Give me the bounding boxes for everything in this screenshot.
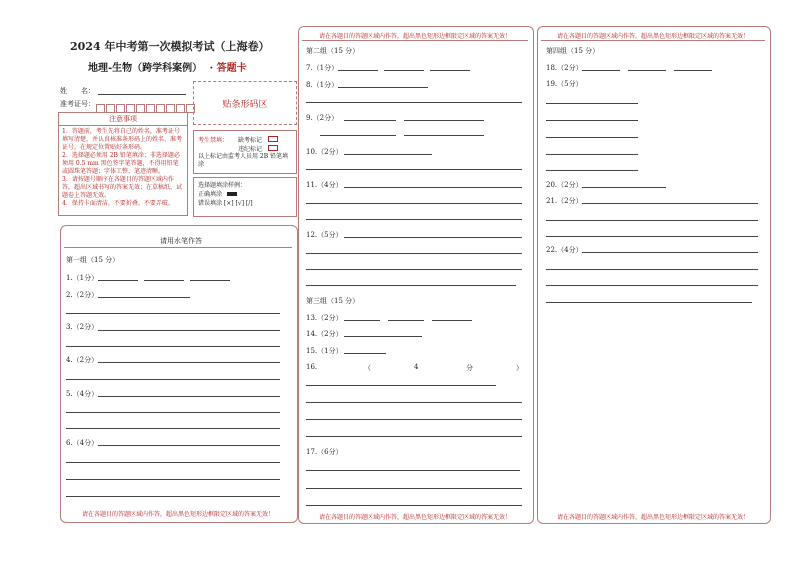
question-label: 15.（1分） — [306, 347, 343, 355]
status-label: 考生禁填： — [198, 137, 229, 144]
answer-line[interactable] — [306, 385, 496, 386]
answer-line[interactable] — [546, 170, 638, 171]
question-label: 17.（6分） — [306, 448, 343, 456]
answer-line[interactable] — [582, 203, 758, 204]
answer-line[interactable] — [546, 220, 758, 221]
id-row — [60, 99, 95, 109]
question-label: 10.（2分） — [306, 148, 343, 156]
barcode-area — [193, 81, 297, 125]
question-label: 12.（5分） — [306, 231, 343, 239]
boundary-warning: 请在各题目的答题区域内作答，超出黑色矩形边框限定区域的答案无效！ — [318, 514, 511, 521]
answer-line[interactable] — [66, 379, 280, 380]
group-title: 第三组（15 分） — [306, 297, 360, 305]
answer-line[interactable] — [306, 203, 522, 204]
answer-line[interactable] — [582, 187, 666, 188]
boundary-warning: 请在各题目的答题区域内作答，超出黑色矩形边框限定区域的答案无效！ — [556, 514, 749, 521]
answer-line[interactable] — [66, 428, 280, 429]
subject-title: 地理-生物（跨学科案例） · 答题卡 — [88, 63, 247, 74]
answer-line[interactable] — [306, 219, 522, 220]
name-label: 姓 名： — [60, 87, 95, 95]
answer-line[interactable] — [306, 253, 522, 254]
answer-line[interactable] — [306, 102, 522, 103]
question-label: 20.（2分） — [546, 181, 583, 189]
answer-line[interactable] — [344, 187, 522, 188]
question-label: 11.（4分） — [306, 181, 343, 189]
answer-line[interactable] — [66, 346, 280, 347]
question-label: 21.（2分） — [546, 197, 583, 205]
answer-line[interactable] — [98, 362, 280, 363]
answer-line[interactable] — [306, 285, 516, 286]
answer-line[interactable] — [344, 320, 380, 321]
answer-line[interactable] — [306, 470, 520, 471]
group-title: 第四组（15 分） — [546, 47, 600, 55]
notice-item: 1．答题前，考生先将自己的姓名，准考证号填写清楚，并认真核准条形码上的姓名、准考证号，在规定位置贴好条形码。 — [62, 128, 183, 151]
question-label: （ — [364, 364, 371, 372]
answer-line[interactable] — [306, 419, 522, 420]
notice-title: 注意事项 — [59, 113, 187, 126]
answer-line[interactable] — [66, 462, 280, 463]
group-title: 第二组（15 分） — [306, 47, 360, 55]
answer-line[interactable] — [98, 297, 190, 298]
answer-line[interactable] — [628, 70, 666, 71]
answer-line[interactable] — [98, 330, 280, 331]
question-label: 4 — [414, 363, 419, 371]
status-note: 以上标记由监考人员用 2B 铅笔填涂 — [198, 153, 289, 168]
answer-line[interactable] — [344, 120, 396, 121]
answer-line[interactable] — [98, 396, 280, 397]
question-label: 7.（1分） — [306, 64, 339, 72]
name-field[interactable] — [98, 94, 186, 95]
answer-line[interactable] — [674, 70, 712, 71]
answer-line[interactable] — [66, 496, 280, 497]
answer-line[interactable] — [546, 285, 758, 286]
id-label: 准考证号： — [60, 100, 95, 108]
answer-line[interactable] — [430, 70, 470, 71]
answer-line[interactable] — [306, 488, 522, 489]
question-label: 4.（2分） — [66, 356, 99, 364]
fill-correct-mark — [227, 192, 237, 196]
question-label: ） — [516, 364, 523, 372]
answer-line[interactable] — [384, 70, 424, 71]
right-answer-panel — [537, 26, 771, 524]
answer-line[interactable] — [546, 302, 752, 303]
violation-label: 违纪标记 — [238, 146, 263, 153]
answer-line[interactable] — [546, 154, 638, 155]
fill-example-box — [193, 177, 297, 217]
answer-line[interactable] — [582, 252, 758, 253]
absent-label: 缺考标记 — [238, 137, 263, 144]
notice-item: 2．选择题必须用 2B 铅笔填涂；非选择题必须用 0.5 mm 黑色签字笔答题，不得用铅笔或圆珠笔答题；字体工整、笔迹清晰。 — [62, 152, 180, 175]
answer-line[interactable] — [344, 353, 386, 354]
question-label: 18.（2分） — [546, 64, 583, 72]
fill-wrong-label: 错误填涂 [×] [√] [/] — [198, 200, 253, 207]
barcode-label: 贴条形码区 — [222, 99, 268, 110]
question-label: 16. — [306, 363, 318, 371]
boundary-warning: 请在各题目的答题区域内作答，超出黑色矩形边框限定区域的答案无效！ — [81, 511, 274, 518]
violation-checkbox[interactable] — [268, 145, 278, 151]
question-label: 13.（2分） — [306, 314, 343, 322]
boundary-warning: 请在各题目的答题区域内作答，超出黑色矩形边框限定区域的答案无效！ — [318, 33, 511, 40]
page-title: 2024 年中考第一次模拟考试（上海卷） — [70, 40, 270, 53]
answer-line[interactable] — [306, 169, 522, 170]
question-label: 22.（4分） — [546, 246, 583, 254]
notice-box — [58, 112, 188, 216]
notice-item: 3．请按题号顺序在各题目的答题区域内作答，超出区域书写的答案无效；在草稿纸、试题卷上答题无效。 — [62, 176, 183, 199]
question-label: 14.（2分） — [306, 330, 343, 338]
question-label: 2.（2分） — [66, 291, 99, 299]
answer-line[interactable] — [306, 402, 522, 403]
answer-line[interactable] — [306, 269, 522, 270]
answer-line[interactable] — [190, 280, 230, 281]
answer-line[interactable] — [404, 135, 484, 136]
notice-item: 4．保持卡面清洁，不要折叠、不要弄破。 — [62, 200, 174, 207]
question-label: 9.（2分） — [306, 114, 339, 122]
group-title: 第一组（15 分） — [66, 256, 120, 264]
answer-line[interactable] — [344, 154, 432, 155]
pen-note: 请用水笔作答 — [160, 237, 202, 245]
name-row — [60, 86, 95, 96]
fill-example-title: 选择题填涂样例： — [198, 182, 247, 189]
absent-checkbox[interactable] — [268, 136, 278, 142]
answer-line[interactable] — [546, 137, 638, 138]
answer-line[interactable] — [144, 280, 184, 281]
answer-line[interactable] — [546, 103, 638, 104]
question-label: 分 — [466, 364, 473, 372]
answer-line[interactable] — [404, 120, 484, 121]
answer-line[interactable] — [66, 412, 280, 413]
answer-line[interactable] — [546, 236, 758, 237]
answer-line[interactable] — [320, 135, 396, 136]
fill-correct-label: 正确填涂 — [198, 191, 223, 198]
answer-line[interactable] — [546, 269, 758, 270]
question-label: 8.（1分） — [306, 81, 339, 89]
question-label: 5.（4分） — [66, 390, 99, 398]
answer-line[interactable] — [546, 120, 638, 121]
question-label: 6.（4分） — [66, 439, 99, 447]
answer-line[interactable] — [582, 70, 620, 71]
answer-line[interactable] — [66, 313, 280, 314]
answer-line[interactable] — [344, 336, 422, 337]
question-label: 3.（2分） — [66, 323, 99, 331]
answer-line[interactable] — [388, 320, 424, 321]
answer-line[interactable] — [338, 87, 428, 88]
question-label: 1.（1分） — [66, 274, 99, 282]
status-box — [193, 130, 297, 174]
answer-line[interactable] — [306, 505, 522, 506]
answer-line[interactable] — [98, 280, 138, 281]
answer-line[interactable] — [432, 320, 472, 321]
question-label: 19.（5分） — [546, 80, 583, 88]
boundary-warning: 请在各题目的答题区域内作答，超出黑色矩形边框限定区域的答案无效！ — [556, 33, 749, 40]
answer-line[interactable] — [306, 436, 522, 437]
subject-label: 地理-生物（跨学科案例） — [88, 63, 203, 74]
answer-line[interactable] — [66, 479, 280, 480]
answer-line[interactable] — [344, 237, 522, 238]
answer-line[interactable] — [98, 445, 280, 446]
card-label: 答题卡 — [216, 63, 247, 74]
answer-line[interactable] — [338, 70, 378, 71]
